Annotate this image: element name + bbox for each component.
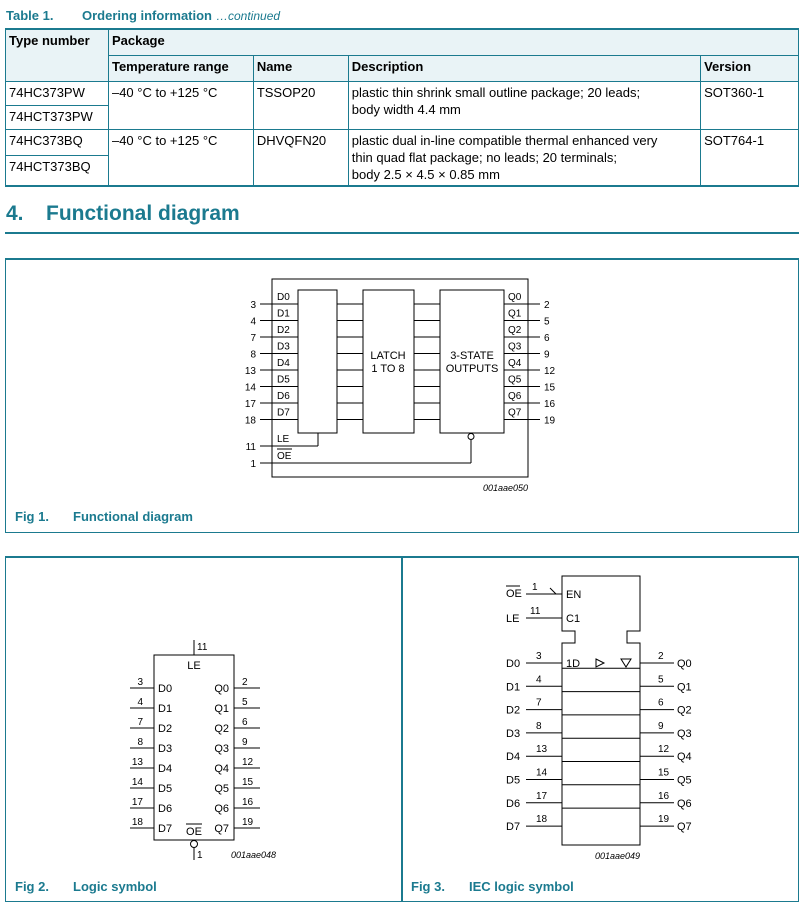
fig1-outer-frame [272,279,528,477]
description-cell [348,82,700,130]
description-line: body 2.5 × 4.5 × 0.85 mm [351,167,500,182]
data-output-pin: 6 [658,697,664,709]
data-input-label: D2 [506,704,521,717]
fig3-code: 001aae049 [594,851,640,861]
data-input-label: D5 [506,774,521,787]
fig2-code: 001aae048 [230,850,276,860]
iec-c1-label: C1 [566,613,581,625]
data-input-label: D1 [277,308,290,320]
oe-label: OE [277,451,292,462]
data-input-label: D0 [506,658,521,670]
header-description: Description [348,56,700,82]
data-input-label: D1 [506,681,521,694]
data-output-label: Q6 [508,391,522,402]
data-input-label: D2 [277,325,290,336]
data-input-label: D6 [158,803,173,815]
section-title: Functional diagram [46,202,240,225]
section-heading [6,202,240,226]
data-input-label: D1 [158,703,173,715]
type-cell: 74HCT373PW [6,106,109,130]
data-output-pin: 6 [242,717,248,728]
iec-le-pin: 11 [530,606,541,617]
iec-le-label: LE [506,613,520,625]
logic-symbol [120,636,290,866]
data-output-pin: 5 [544,316,550,328]
data-output-pin: 16 [242,797,254,808]
latch-label-2: 1 TO 8 [371,363,405,375]
data-output-label: Q2 [677,704,692,717]
header-package: Package [108,29,798,56]
data-output-label: Q5 [214,783,229,795]
data-output-pin: 2 [242,677,248,688]
package-name-cell: TSSOP20 [253,82,348,130]
data-output-label: Q3 [508,341,522,353]
data-output-label: Q4 [677,751,692,764]
description-line: plastic thin shrink small outline package; 20 leads; [351,85,641,100]
data-output-pin: 9 [242,737,248,748]
data-output-label: Q7 [508,407,522,419]
data-output-label: Q6 [214,803,229,815]
iec-oe-negation-icon [550,588,556,594]
data-output-label: Q2 [214,723,229,735]
data-output-label: Q1 [508,308,522,320]
package-name-cell: DHVQFN20 [253,130,348,187]
data-output-label: Q5 [508,374,522,386]
data-output-label: Q3 [677,727,692,740]
data-output-label: Q6 [677,797,692,810]
le-label: LE [187,660,201,672]
functional-diagram [230,270,570,500]
type-cell: 74HC373PW [6,82,109,106]
data-output-pin: 12 [242,757,254,768]
data-input-pin: 7 [137,717,143,728]
section-number: 4. [6,202,24,225]
data-output-pin: 12 [544,366,556,377]
data-output-pin: 15 [544,382,556,394]
data-output-pin: 19 [242,817,254,828]
header-version: Version [701,56,799,82]
data-input-pin: 3 [536,651,542,662]
buffer-triangle-icon [596,659,604,667]
data-input-pin: 13 [244,366,256,377]
table-title: Ordering information [82,8,212,23]
data-input-label: D7 [277,407,290,419]
data-output-label: Q7 [214,823,229,835]
data-input-label: D7 [506,821,521,834]
data-input-pin: 13 [131,757,143,768]
data-output-label: Q5 [677,774,692,787]
data-output-label: Q4 [508,358,522,369]
data-output-label: Q1 [677,681,692,694]
header-name: Name [253,56,348,82]
table-continued: …continued [216,9,281,23]
data-input-pin: 4 [250,316,256,328]
iec-oe-label: OE [506,588,522,600]
header-type-number: Type number [6,29,109,82]
section-rule [5,232,799,234]
data-input-pin: 8 [137,737,143,748]
three-state-triangle-icon [621,659,631,667]
ordering-table [5,28,799,187]
description-line: plastic dual in-line compatible thermal enhanced very [351,133,658,148]
fig1-code: 001aae050 [482,483,528,493]
data-input-pin: 18 [244,415,256,427]
oe-pin-number: 1 [197,850,203,861]
data-input-pin: 18 [131,817,143,828]
data-output-pin: 9 [544,349,550,361]
data-input-label: D6 [506,797,521,810]
data-output-label: Q1 [214,703,229,715]
input-buffer-block [298,290,337,433]
header-temperature: Temperature range [108,56,253,82]
data-output-label: Q0 [508,292,522,303]
table-row [6,130,799,156]
data-output-pin: 9 [658,720,664,732]
data-output-label: Q0 [677,658,692,670]
data-input-label: D4 [277,358,290,369]
data-output-pin: 5 [242,697,248,708]
fig2-number: Fig 2. [15,879,49,894]
iec-oe-pin: 1 [532,582,538,593]
latch-label-1: LATCH [370,350,406,362]
data-input-label: D4 [506,751,521,764]
data-input-label: D7 [158,823,173,835]
state-label-1: 3-STATE [450,350,494,362]
fig2-caption [15,879,157,894]
data-output-label: Q2 [508,325,522,336]
data-input-pin: 3 [137,677,143,688]
data-input-pin: 17 [131,797,143,808]
data-input-pin: 3 [250,300,256,311]
data-input-pin: 4 [137,697,143,708]
type-cell: 74HCT373BQ [6,156,109,186]
oe-label: OE [186,826,202,838]
data-input-label: D3 [158,743,173,755]
fig1-number: Fig 1. [15,509,49,524]
le-label: LE [277,434,290,445]
data-input-pin: 13 [536,744,548,756]
table-number: Table 1. [6,8,54,23]
description-cell [348,130,700,187]
data-output-pin: 19 [544,415,556,427]
data-output-pin: 15 [242,777,254,788]
table-row [6,82,799,106]
data-output-pin: 2 [544,300,550,311]
data-output-label: Q0 [214,683,229,695]
data-output-pin: 16 [658,790,670,802]
iec-1d-label: 1D [566,658,581,670]
oe-inversion-bubble [191,841,198,848]
data-input-pin: 17 [536,790,548,802]
fig3-number: Fig 3. [411,879,445,894]
data-input-label: D2 [158,723,173,735]
data-input-label: D6 [277,391,290,402]
le-pin-number: 11 [197,642,208,653]
iec-en-label: EN [566,589,582,601]
data-input-pin: 17 [244,399,256,410]
fig1-caption [15,509,193,524]
state-label-2: OUTPUTS [445,363,499,375]
data-input-pin: 8 [536,720,542,732]
data-input-pin: 8 [250,349,256,361]
data-output-label: Q4 [214,763,229,775]
data-input-pin: 7 [250,333,256,344]
data-output-pin: 16 [544,399,556,410]
data-input-pin: 7 [536,697,542,709]
oe-pin: 1 [250,459,256,470]
data-output-pin: 15 [658,767,670,779]
data-input-label: D5 [158,783,173,795]
data-input-label: D3 [277,341,290,353]
data-output-pin: 19 [658,814,670,826]
description-line: thin quad flat package; no leads; 20 terminals; [351,150,617,165]
data-input-pin: 14 [131,777,143,788]
data-input-label: D4 [158,763,173,775]
data-output-pin: 5 [658,674,664,686]
fig3-caption [411,879,574,894]
data-input-label: D3 [506,727,521,740]
fig1-title: Functional diagram [73,509,193,524]
oe-inversion-bubble [468,434,474,440]
data-output-label: Q3 [214,743,229,755]
data-input-pin: 14 [536,767,548,779]
data-input-pin: 18 [536,814,548,826]
data-output-label: Q7 [677,821,692,834]
fig3-title: IEC logic symbol [469,879,574,894]
description-line: body width 4.4 mm [351,102,461,117]
le-pin: 11 [245,442,256,453]
data-output-pin: 6 [544,333,550,344]
data-input-label: D0 [158,683,173,695]
data-output-pin: 2 [658,651,664,662]
temperature-cell: –40 °C to +125 °C [108,130,253,187]
iec-logic-symbol [500,574,710,866]
data-output-pin: 12 [658,744,670,756]
data-input-label: D5 [277,374,290,386]
temperature-cell: –40 °C to +125 °C [108,82,253,130]
table-caption [6,8,280,23]
version-cell: SOT764-1 [701,130,799,187]
data-input-pin: 14 [244,382,256,394]
type-cell: 74HC373BQ [6,130,109,156]
fig2-title: Logic symbol [73,879,157,894]
data-input-label: D0 [277,292,290,303]
version-cell: SOT360-1 [701,82,799,130]
data-input-pin: 4 [536,674,542,686]
